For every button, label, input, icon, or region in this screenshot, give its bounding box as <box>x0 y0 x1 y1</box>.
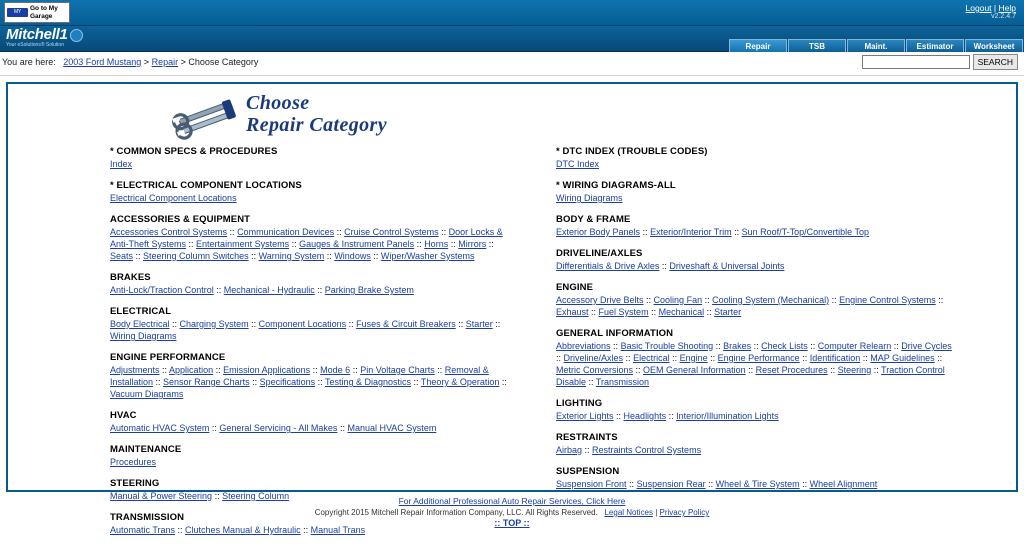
category-links <box>110 158 510 170</box>
category-link[interactable]: Fuses & Circuit Breakers <box>356 319 456 329</box>
link-separator: :: <box>713 341 724 351</box>
link-separator: :: <box>731 227 742 237</box>
breadcrumb <box>2 57 258 67</box>
category-link[interactable]: Driveshaft & Universal Joints <box>669 261 785 271</box>
category-link[interactable]: Manual HVAC System <box>347 423 437 433</box>
breadcrumb-sep-2: > <box>180 57 186 67</box>
link-separator: :: <box>588 307 599 317</box>
category-link[interactable]: Charging System <box>179 319 249 329</box>
category-group <box>556 466 1016 490</box>
category-links <box>556 260 956 272</box>
category-group <box>110 272 512 296</box>
link-separator: :: <box>455 319 466 329</box>
link-separator: :: <box>133 251 144 261</box>
category-heading: TRANSMISSION <box>110 512 185 523</box>
link-separator: :: <box>860 353 871 363</box>
link-separator: :: <box>486 239 494 249</box>
my-garage-label: Go to My Garage <box>30 4 58 20</box>
link-separator: :: <box>702 295 713 305</box>
category-link[interactable]: Application <box>169 365 214 375</box>
pro-services-link[interactable]: For Additional Professional Auto Repair Services, Click Here <box>398 496 626 506</box>
link-separator: :: <box>153 377 164 387</box>
category-link[interactable]: Starter <box>714 307 742 317</box>
tab-maint[interactable]: Maint. <box>847 39 905 52</box>
category-link[interactable]: Mirrors <box>458 239 487 249</box>
category-link[interactable]: Engine Control Systems <box>839 295 936 305</box>
category-links <box>556 340 956 388</box>
link-separator: :: <box>324 251 335 261</box>
my-cars-badge: MY CARS <box>7 8 28 17</box>
category-link[interactable]: Communication Devices <box>237 227 335 237</box>
logo-name: Mitchell <box>6 26 60 43</box>
category-link[interactable]: Wiring Diagrams <box>110 331 177 341</box>
category-link[interactable]: MAP Guidelines <box>870 353 935 363</box>
category-link[interactable]: Brakes <box>723 341 752 351</box>
breadcrumb-bar <box>0 52 1024 76</box>
category-link[interactable]: Component Locations <box>258 319 347 329</box>
version-label: v2.2.4.7 <box>991 13 1016 20</box>
link-separator: :: <box>827 365 838 375</box>
page-title-line2: Repair Category <box>246 114 387 136</box>
category-link[interactable]: Differentials & Drive Axles <box>556 261 660 271</box>
link-separator: :: <box>169 319 180 329</box>
category-link[interactable]: Starter <box>465 319 493 329</box>
category-links <box>556 410 956 422</box>
category-link[interactable]: Emission Applications <box>223 365 311 375</box>
category-link[interactable]: DTC Index <box>556 159 600 169</box>
category-link[interactable]: Accessories Control Systems <box>110 227 228 237</box>
link-separator: :: <box>414 239 425 249</box>
category-link[interactable]: Cooling System (Mechanical) <box>712 295 830 305</box>
category-heading: ENGINE PERFORMANCE <box>110 352 226 363</box>
logout-link[interactable]: Logout <box>965 3 992 13</box>
category-heading: * ELECTRICAL COMPONENT LOCATIONS <box>110 180 302 191</box>
category-link[interactable]: Body Electrical <box>110 319 170 329</box>
link-separator: :: <box>315 377 325 387</box>
category-link[interactable]: Mechanical - Hydraulic <box>223 285 315 295</box>
category-link[interactable]: Entertainment Systems <box>196 239 290 249</box>
link-separator: :: <box>411 377 421 387</box>
link-separator: :: <box>669 353 680 363</box>
mitchell1-logo <box>6 27 83 48</box>
category-link[interactable]: Wiring Diagrams <box>556 193 623 203</box>
category-link[interactable]: Testing & Diagnostics <box>324 377 412 387</box>
link-separator: :: <box>623 353 634 363</box>
category-group <box>556 180 1016 204</box>
link-separator: :: <box>648 307 659 317</box>
link-separator: :: <box>934 353 943 363</box>
category-group <box>110 352 512 400</box>
category-link[interactable]: Exhaust <box>556 307 589 317</box>
link-separator: :: <box>633 365 644 375</box>
category-link[interactable]: Automatic HVAC System <box>110 423 210 433</box>
category-link[interactable]: Wiper/Washer Systems <box>380 251 475 261</box>
breadcrumb-current: Choose Category <box>188 57 259 67</box>
category-link[interactable]: Engine Performance <box>717 353 800 363</box>
help-link[interactable]: Help <box>998 3 1016 13</box>
category-group <box>110 180 512 204</box>
link-separator: :: <box>659 261 670 271</box>
link-separator: :: <box>175 525 186 535</box>
category-links <box>110 318 510 342</box>
copyright-text: Copyright 2015 Mitchell Repair Information Company, LLC. All Rights Reserved. <box>314 508 598 517</box>
link-separator: :: <box>213 365 224 375</box>
category-group <box>110 146 512 170</box>
category-link[interactable]: Mechanical <box>658 307 705 317</box>
right-category-column <box>512 146 1016 546</box>
category-group <box>556 432 1016 456</box>
link-separator: :: <box>492 319 501 329</box>
category-link[interactable]: Driveline/Axles <box>563 353 624 363</box>
category-link[interactable]: Drive Cycles <box>901 341 952 351</box>
link-separator: :: <box>871 365 882 375</box>
category-link[interactable]: Cruise Control Systems <box>344 227 439 237</box>
category-link[interactable]: Exterior/Interior Trim <box>650 227 732 237</box>
category-group <box>556 328 1016 388</box>
category-links <box>556 294 956 318</box>
category-link[interactable]: Index <box>110 159 133 169</box>
breadcrumb-repair[interactable]: Repair <box>151 57 179 67</box>
tab-tsb[interactable]: TSB <box>788 39 846 52</box>
category-link[interactable]: Airbag <box>556 445 583 455</box>
category-link[interactable]: Suspension Front <box>556 479 627 489</box>
category-link[interactable]: Pin Voltage Charts <box>360 365 435 375</box>
category-heading: BODY & FRAME <box>556 214 631 225</box>
category-group <box>110 444 512 468</box>
search-button[interactable]: SEARCH <box>973 54 1018 70</box>
tab-worksheet[interactable]: Worksheet <box>965 39 1023 52</box>
category-links <box>110 226 510 262</box>
category-heading: GENERAL INFORMATION <box>556 328 674 339</box>
link-separator: :: <box>213 285 224 295</box>
category-heading: MAINTENANCE <box>110 444 182 455</box>
category-link[interactable]: Vacuum Diagrams <box>110 389 184 399</box>
category-link[interactable]: Parking Brake System <box>324 285 414 295</box>
legal-notices-link[interactable]: Legal Notices <box>604 508 653 517</box>
brand-bar <box>0 26 1024 52</box>
category-heading: RESTRAINTS <box>556 432 618 443</box>
category-links <box>110 284 510 296</box>
link-separator: :: <box>745 365 756 375</box>
category-link[interactable]: Exterior Lights <box>556 411 614 421</box>
link-separator: :: <box>249 377 260 387</box>
link-separator: :: <box>704 307 715 317</box>
link-separator: :: <box>248 319 259 329</box>
category-link[interactable]: Headlights <box>623 411 667 421</box>
category-link[interactable]: General Servicing - All Makes <box>219 423 338 433</box>
category-link[interactable]: Traction Control Disable <box>556 365 945 387</box>
left-category-column <box>8 146 512 546</box>
category-link[interactable]: Identification <box>809 353 861 363</box>
category-link[interactable]: Door Locks & Anti-Theft Systems <box>110 227 503 249</box>
category-link[interactable]: Steering Column <box>222 491 290 501</box>
category-link[interactable]: Theory & Operation <box>420 377 500 387</box>
link-separator: :: <box>705 479 716 489</box>
link-separator: :: <box>346 319 357 329</box>
page-footer <box>0 496 1024 529</box>
category-link[interactable]: Engine <box>679 353 708 363</box>
logo-tagline: Your eSolutions® Solution <box>6 42 64 48</box>
category-link[interactable]: Wheel & Tire System <box>715 479 800 489</box>
category-links <box>556 444 956 456</box>
top-bar <box>0 0 1024 26</box>
category-link[interactable]: Steering Column Switches <box>143 251 249 261</box>
link-separator: :: <box>799 353 810 363</box>
category-link[interactable]: OEM General Information <box>643 365 746 375</box>
category-columns <box>8 146 1016 546</box>
link-separator: :: <box>626 479 637 489</box>
category-heading: HVAC <box>110 410 137 421</box>
category-group <box>110 306 512 342</box>
link-separator: :: <box>829 295 840 305</box>
link-separator: :: <box>807 341 818 351</box>
category-group <box>556 398 1016 422</box>
logo-one: 1 <box>59 26 68 43</box>
link-separator: :: <box>186 239 197 249</box>
category-link[interactable]: Procedures <box>110 457 157 467</box>
category-link[interactable]: Manual & Power Steering <box>110 491 213 501</box>
category-link[interactable]: Suspension Rear <box>636 479 706 489</box>
category-links <box>110 192 510 204</box>
link-separator: :: <box>448 239 459 249</box>
link-separator: :: <box>799 479 810 489</box>
category-heading: ENGINE <box>556 282 594 293</box>
category-link[interactable]: Warning System <box>258 251 325 261</box>
module-tabs <box>715 26 1024 52</box>
link-separator: :: <box>438 227 449 237</box>
category-group <box>556 248 1016 272</box>
link-separator: :: <box>209 423 220 433</box>
back-to-top-link[interactable]: :: TOP :: <box>494 518 530 528</box>
link-separator: :: <box>556 353 564 363</box>
category-link[interactable]: Sun Roof/T-Top/Convertible Top <box>741 227 869 237</box>
category-heading: * DTC INDEX (TROUBLE CODES) <box>556 146 708 157</box>
category-heading: * WIRING DIAGRAMS-ALL <box>556 180 676 191</box>
category-links <box>556 192 956 204</box>
category-heading: DRIVELINE/AXLES <box>556 248 643 259</box>
link-separator: :: <box>586 377 596 387</box>
link-separator: :: <box>314 285 325 295</box>
tab-repair[interactable]: Repair <box>729 39 787 52</box>
my-garage-button[interactable] <box>4 2 70 23</box>
link-separator: :: <box>212 491 223 501</box>
category-links <box>556 226 956 238</box>
category-link[interactable]: Interior/Illumination Lights <box>676 411 779 421</box>
category-link[interactable]: Anti-Lock/Traction Control <box>110 285 214 295</box>
category-link[interactable]: Horns <box>424 239 449 249</box>
link-separator: :: <box>499 377 507 387</box>
link-separator: :: <box>935 295 944 305</box>
category-group <box>556 282 1016 318</box>
category-heading: * COMMON SPECS & PROCEDURES <box>110 146 278 157</box>
category-link[interactable]: Fuel System <box>598 307 649 317</box>
link-separator: :: <box>643 295 654 305</box>
category-link[interactable]: Mode 6 <box>320 365 351 375</box>
category-group <box>556 146 1016 170</box>
link-separator: :: <box>610 341 621 351</box>
link-separator: :: <box>289 239 300 249</box>
category-link[interactable]: Wheel Alignment <box>809 479 878 489</box>
breadcrumb-vehicle[interactable]: 2003 Ford Mustang <box>63 57 142 67</box>
link-separator: :: <box>310 365 321 375</box>
category-link[interactable]: Clutches Manual & Hydraulic <box>185 525 301 535</box>
link-separator: :: <box>227 227 238 237</box>
category-links <box>110 456 510 468</box>
category-link[interactable]: Exterior Body Panels <box>556 227 641 237</box>
category-link[interactable]: Transmission <box>595 377 650 387</box>
link-separator: :: <box>707 353 718 363</box>
link-separator: :: <box>666 411 677 421</box>
footer-divider: | <box>655 508 658 517</box>
category-link[interactable]: Specifications <box>259 377 316 387</box>
link-separator: :: <box>159 365 170 375</box>
category-link[interactable]: Seats <box>110 251 134 261</box>
page-title-line1: Choose <box>246 92 310 114</box>
search-area <box>862 54 1018 70</box>
page-title <box>246 92 387 136</box>
search-input[interactable] <box>862 55 970 69</box>
top-links-divider: | <box>993 3 997 13</box>
category-link[interactable]: Basic Trouble Shooting <box>620 341 714 351</box>
top-account-links <box>966 3 1016 13</box>
link-separator: :: <box>370 251 381 261</box>
category-link[interactable]: Steering <box>837 365 872 375</box>
link-separator: :: <box>613 411 624 421</box>
link-separator: :: <box>891 341 902 351</box>
link-separator: :: <box>300 525 311 535</box>
category-links <box>556 158 956 170</box>
link-separator: :: <box>350 365 361 375</box>
category-link[interactable]: Windows <box>334 251 371 261</box>
category-group <box>110 214 512 262</box>
category-link[interactable]: Accessory Drive Belts <box>556 295 644 305</box>
category-link[interactable]: Metric Conversions <box>556 365 634 375</box>
category-link[interactable]: Automatic Trans <box>110 525 176 535</box>
privacy-policy-link[interactable]: Privacy Policy <box>659 508 710 517</box>
category-link[interactable]: Removal & Installation <box>110 365 489 387</box>
category-heading: BRAKES <box>110 272 151 283</box>
category-link[interactable]: Adjustments <box>110 365 160 375</box>
link-separator: :: <box>337 423 348 433</box>
link-separator: :: <box>640 227 651 237</box>
category-link[interactable]: Sensor Range Charts <box>163 377 250 387</box>
category-link[interactable]: Cooling Fan <box>653 295 703 305</box>
breadcrumb-prefix: You are here: <box>2 57 56 67</box>
wrench-icon <box>172 96 242 140</box>
category-link[interactable]: Electrical Component Locations <box>110 193 237 203</box>
category-heading: ELECTRICAL <box>110 306 172 317</box>
category-group <box>110 410 512 434</box>
category-heading: LIGHTING <box>556 398 603 409</box>
category-group <box>556 214 1016 238</box>
tab-estimator[interactable]: Estimator <box>906 39 964 52</box>
category-link[interactable]: Manual Trans <box>310 525 366 535</box>
category-link[interactable]: Abbreviations <box>556 341 611 351</box>
link-separator: :: <box>434 365 445 375</box>
category-heading: SUSPENSION <box>556 466 620 477</box>
category-link[interactable]: Check Lists <box>761 341 808 351</box>
category-heading: STEERING <box>110 478 160 489</box>
breadcrumb-sep-1: > <box>143 57 150 67</box>
category-link[interactable]: Computer Relearn <box>817 341 892 351</box>
category-links <box>110 364 510 400</box>
category-heading: ACCESSORIES & EQUIPMENT <box>110 214 251 225</box>
link-separator: :: <box>751 341 762 351</box>
page-title-block <box>168 90 1016 146</box>
category-link[interactable]: Reset Procedures <box>755 365 828 375</box>
category-link[interactable]: Electrical <box>633 353 670 363</box>
category-links <box>556 478 956 490</box>
link-separator: :: <box>582 445 593 455</box>
logo-text <box>6 27 83 42</box>
category-link[interactable]: Gauges & Instrument Panels <box>299 239 415 249</box>
logo-circle-icon <box>70 29 83 42</box>
category-links <box>110 422 510 434</box>
category-link[interactable]: Restraints Control Systems <box>592 445 702 455</box>
tabs-spacer <box>715 26 729 52</box>
link-separator: :: <box>334 227 345 237</box>
link-separator: :: <box>248 251 259 261</box>
